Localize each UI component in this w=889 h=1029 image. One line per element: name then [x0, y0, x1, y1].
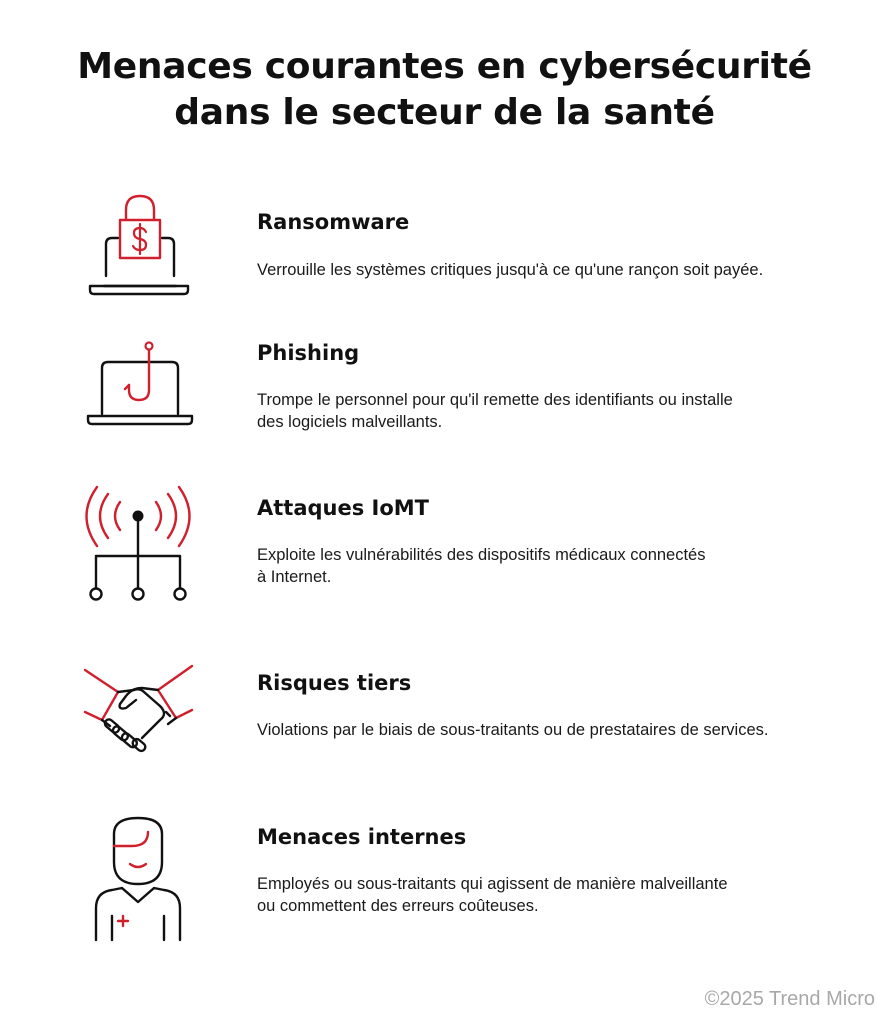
- threat-description: [257, 719, 827, 741]
- threat-heading: Ransomware: [257, 210, 410, 234]
- threat-description-line: ou commettent des erreurs coûteuses.: [257, 897, 539, 915]
- threat-heading: Risques tiers: [257, 671, 412, 695]
- page-title-line-1: Menaces courantes en cybersécurité: [77, 46, 812, 87]
- iomt-antenna-network-icon: [80, 482, 200, 602]
- handshake-icon: [80, 648, 200, 768]
- threat-description-line: des logiciels malveillants.: [257, 413, 443, 431]
- threat-description: [257, 873, 827, 917]
- threat-description: [257, 389, 827, 433]
- page-title: [0, 44, 889, 136]
- medical-staff-person-icon: [80, 812, 200, 932]
- threat-description: [257, 544, 827, 588]
- threat-description-line: à Internet.: [257, 568, 332, 586]
- page-title-line-2: dans le secteur de la santé: [174, 92, 715, 133]
- threat-description: [257, 259, 827, 281]
- threat-heading: Attaques IoMT: [257, 496, 429, 520]
- threat-description-line: Exploite les vulnérabilités des dispositifs médicaux connectés: [257, 546, 706, 564]
- copyright-footer: ©2025 Trend Micro: [704, 988, 875, 1010]
- phishing-laptop-hook-icon: [80, 330, 200, 450]
- threat-description-line: Verrouille les systèmes critiques jusqu'à ce qu'une rançon soit payée.: [257, 261, 764, 279]
- threat-heading: Menaces internes: [257, 825, 467, 849]
- threat-description-line: Trompe le personnel pour qu'il remette des identifiants ou installe: [257, 391, 733, 409]
- ransomware-laptop-lock-icon: [80, 190, 200, 310]
- threat-description-line: Employés ou sous-traitants qui agissent de manière malveillante: [257, 875, 728, 893]
- threat-heading: Phishing: [257, 341, 360, 365]
- threat-description-line: Violations par le biais de sous-traitants ou de prestataires de services.: [257, 721, 769, 739]
